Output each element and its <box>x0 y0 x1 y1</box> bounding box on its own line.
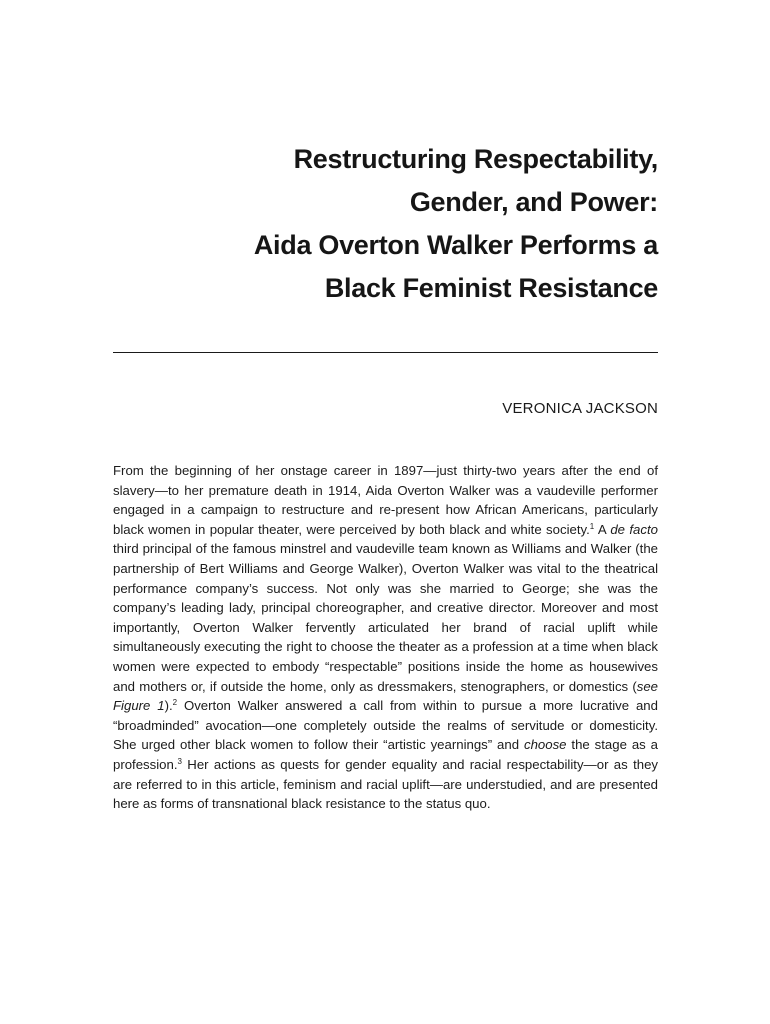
text-segment: ). <box>164 698 173 714</box>
title-line-3: Aida Overton Walker Performs a <box>253 230 658 260</box>
title-line-2: Gender, and Power: <box>409 187 658 217</box>
title-line-4: Black Feminist Resistance <box>324 273 658 303</box>
body-paragraph <box>113 461 658 814</box>
title-divider <box>113 352 658 353</box>
text-segment: A <box>594 521 611 537</box>
footnote-ref-1[interactable]: 1 <box>589 521 595 531</box>
text-segment: the stage as a profession. <box>113 737 658 772</box>
italic-emphasis: choose <box>523 737 567 753</box>
italic-term: de facto <box>610 521 658 537</box>
figure-reference[interactable]: see Figure 1 <box>113 678 658 714</box>
title-line-1: Restructuring Respectability, <box>293 144 658 174</box>
text-segment: From the beginning of her onstage career in 1897—just thirty-two years after the end of slavery—to her premature death in 1914, Aida Overton Walker was a vaudeville performer engaged in a campaign to restructure and re-present how African Americans, particularly black women in popular theater, were perceived by both black and white society. <box>113 463 658 537</box>
article-title <box>112 138 658 310</box>
footnote-ref-3[interactable]: 3 <box>177 756 182 766</box>
author-name: VERONICA JACKSON <box>502 400 658 417</box>
text-segment: third principal of the famous minstrel and vaudeville team known as Williams and Walker (the partnership of Bert Williams and George Walker), Overton Walker was vital to the theatrical performance company’s success. Not only was she married to George; she was the company’s leading lady, principal choreographer, and creative director. Moreover and most importantly, Overton Walker fervently articulated her brand of racial uplift while simultaneously executing the right to choose the theater as a profession at a time when black women were expected to embody “respectable” positions inside the home as housewives and mothers or, if outside the home, only as dressmakers, stenographers, or domestics ( <box>113 541 658 694</box>
text-segment: Overton Walker answered a call from within to pursue a more lucrative and “broadminded” avocation—one completely outside the realms of servitude or domesticity. She urged other black women to follow their “artistic yearnings” and <box>113 698 658 753</box>
text-segment: Her actions as quests for gender equality and racial respectability—or as they are referred to in this article, feminism and racial uplift—are understudied, and are presented here as forms of transnational black resistance to the status quo. <box>113 756 658 812</box>
footnote-ref-2[interactable]: 2 <box>172 698 178 708</box>
